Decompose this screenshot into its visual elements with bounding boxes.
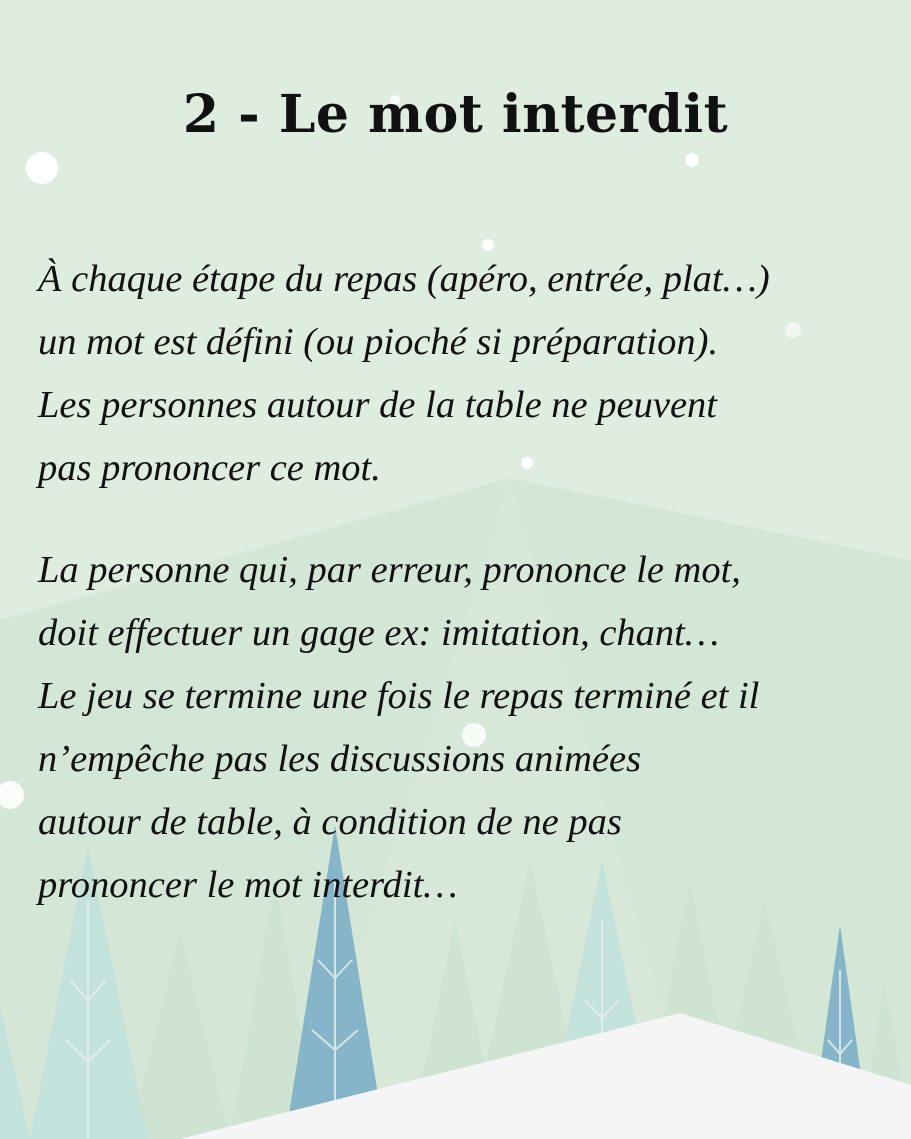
page-title: 2 - Le mot interdit [182,84,729,145]
snowflake [26,152,58,184]
text-line: Le jeu se termine une fois le repas terminé et il [38,675,760,717]
rules-paragraph-1 [38,248,888,500]
text-line: doit effectuer un gage ex: imitation, chant… [38,612,720,654]
text-line: prononcer le mot interdit… [38,864,458,906]
text-line: pas prononcer ce mot. [38,447,381,489]
text-line: Les personnes autour de la table ne peuvent [38,384,717,426]
text-line: La personne qui, par erreur, prononce le mot, [38,549,741,591]
text-line: autour de table, à condition de ne pas [38,801,622,843]
rules-paragraph-2 [38,539,888,917]
text-line: À chaque étape du repas (apéro, entrée, plat…) [38,258,770,300]
text-line: un mot est défini (ou pioché si préparation). [38,321,719,363]
text-line: n’empêche pas les discussions animées [38,738,642,780]
snowflake [685,153,699,167]
